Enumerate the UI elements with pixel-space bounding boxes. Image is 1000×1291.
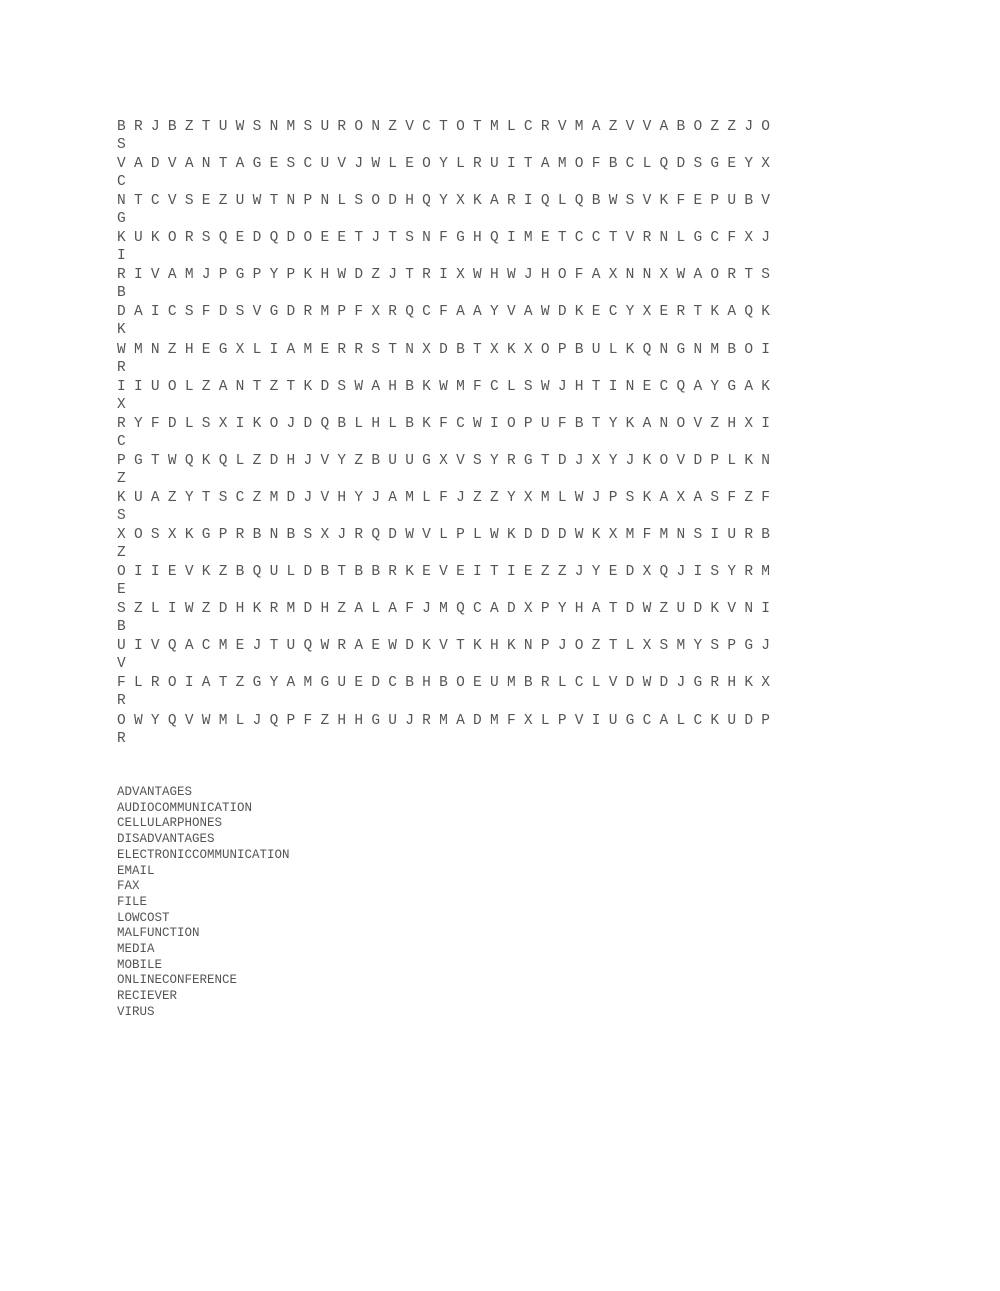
- grid-row-wrapped-letter: R: [117, 693, 126, 710]
- word-list-item: FAX: [117, 879, 140, 894]
- grid-row-letters: X O S X K G P R B N B S X J R Q D W V L P L W K D D D W K X M F M N S I U R B: [117, 527, 770, 544]
- grid-row-wrapped-letter: S: [117, 507, 126, 524]
- word-list-item: ONLINECONFERENCE: [117, 973, 238, 988]
- word-list-item: ADVANTAGES: [117, 785, 193, 799]
- grid-row-letters: N T C V S E Z U W T N P N L S O D H Q Y X K A R I Q L Q B W S V K F E P U B V: [117, 193, 770, 210]
- word-list: [117, 785, 290, 1021]
- word-list-item: CELLULARPHONES: [117, 816, 223, 831]
- grid-row-wrapped-letter: B: [117, 285, 126, 302]
- grid-row: [117, 674, 887, 711]
- grid-row: [117, 155, 887, 192]
- grid-row-wrapped-letter: C: [117, 433, 126, 450]
- grid-row-letters: F L R O I A T Z G Y A M G U E D C B H B O E U M B R L C L V D W D J G R H K X: [117, 675, 770, 692]
- word-list-item: DISADVANTAGES: [117, 832, 215, 847]
- grid-row-letters: K U A Z Y T S C Z M D J V H Y J A M L F J Z Z Y X M L W J P S K A X A S F Z F: [117, 489, 770, 506]
- word-list-item: MALFUNCTION: [117, 926, 200, 941]
- grid-row-letters: R Y F D L S X I K O J D Q B L H L B K F C W I O P U F B T Y K A N O V Z H X I: [117, 415, 770, 432]
- grid-row-letters: O I I E V K Z B Q U L D B T B B R K E V E I T I E Z Z J Y E D X Q J I S Y R M: [117, 564, 770, 581]
- grid-row-wrapped-letter: I: [117, 248, 126, 265]
- grid-row-letters: O W Y Q V W M L J Q P F Z H H G U J R M A D M F X L P V I U G C A L C K U D P: [117, 712, 770, 729]
- word-list-item: RECIEVER: [117, 989, 178, 1004]
- grid-row-wrapped-letter: V: [117, 656, 126, 673]
- word-list-item: FILE: [117, 894, 148, 909]
- grid-row: [117, 489, 887, 526]
- grid-row: [117, 712, 887, 749]
- grid-row-wrapped-letter: R: [117, 730, 126, 747]
- grid-row: [117, 118, 887, 155]
- word-list-item: ELECTRONICCOMMUNICATION: [117, 847, 290, 862]
- grid-row-letters: B R J B Z T U W S N M S U R O N Z V C T O T M L C R V M A Z V V A B O Z Z J O: [117, 119, 770, 135]
- grid-row: [117, 415, 887, 452]
- grid-row-wrapped-letter: R: [117, 359, 126, 376]
- grid-row: [117, 192, 887, 229]
- grid-row-wrapped-letter: K: [117, 322, 126, 339]
- grid-row-letters: I I U O L Z A N T Z T K D S W A H B K W M F C L S W J H T I N E C Q A Y G A K: [117, 378, 770, 395]
- grid-row-wrapped-letter: E: [117, 582, 126, 599]
- grid-row: [117, 229, 887, 266]
- grid-row-wrapped-letter: S: [117, 137, 126, 153]
- grid-row: [117, 266, 887, 303]
- grid-row: [117, 303, 887, 340]
- word-search-grid: [117, 118, 887, 749]
- grid-row-letters: U I V Q A C M E J T U Q W R A E W D K V T K H K N P J O Z T L X S M Y S P G J: [117, 638, 770, 655]
- grid-row-letters: K U K O R S Q E D Q D O E E T J T S N F G H Q I M E T C C T V R N L G C F X J: [117, 230, 770, 247]
- word-list-item: MEDIA: [117, 942, 155, 957]
- grid-row: [117, 526, 887, 563]
- grid-row-wrapped-letter: G: [117, 211, 126, 228]
- word-list-item: LOWCOST: [117, 910, 170, 925]
- grid-row-letters: D A I C S F D S V G D R M P F X R Q C F A A Y V A W D K E C Y X E R T K A Q K: [117, 304, 770, 321]
- grid-row-letters: R I V A M J P G P Y P K H W D Z J T R I X W H W J H O F A X N N X W A O R T S: [117, 267, 770, 284]
- grid-row: [117, 378, 887, 415]
- word-list-item: AUDIOCOMMUNICATION: [117, 800, 253, 815]
- word-list-item: MOBILE: [117, 957, 163, 972]
- word-list-item: EMAIL: [117, 863, 155, 878]
- grid-row-wrapped-letter: Z: [117, 470, 126, 487]
- grid-row-wrapped-letter: X: [117, 396, 126, 413]
- word-list-item: VIRUS: [117, 1004, 155, 1019]
- grid-row-letters: V A D V A N T A G E S C U V J W L E O Y L R U I T A M O F B C L Q D S G E Y X: [117, 156, 770, 173]
- grid-row-letters: S Z L I W Z D H K R M D H Z A L A F J M Q C A D X P Y H A T D W Z U D K V N I: [117, 601, 770, 618]
- grid-row: [117, 637, 887, 674]
- grid-row: [117, 341, 887, 378]
- grid-row: [117, 600, 887, 637]
- grid-row-wrapped-letter: C: [117, 174, 126, 191]
- grid-row: [117, 452, 887, 489]
- grid-row-wrapped-letter: B: [117, 619, 126, 636]
- grid-row: [117, 563, 887, 600]
- grid-row-letters: P G T W Q K Q L Z D H J V Y Z B U U G X V S Y R G T D J X Y J K O V D P L K N: [117, 452, 770, 469]
- grid-row-wrapped-letter: Z: [117, 545, 126, 562]
- grid-row-letters: W M N Z H E G X L I A M E R R S T N X D B T X K X O P B U L K Q N G N M B O I: [117, 341, 770, 358]
